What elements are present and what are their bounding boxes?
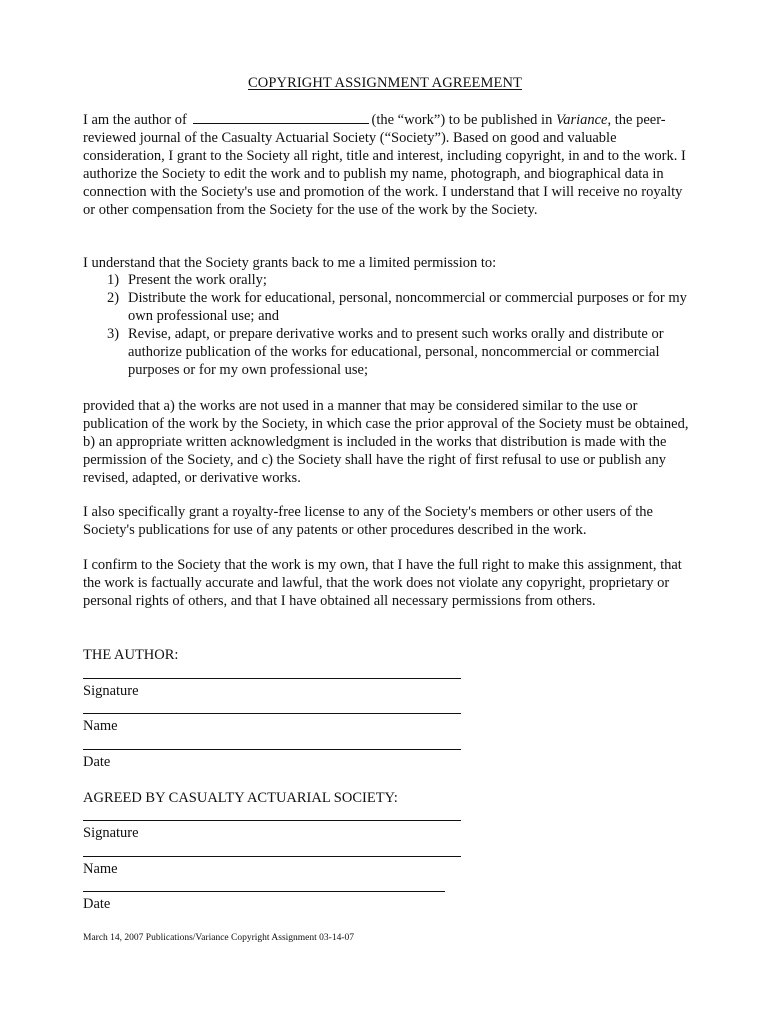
society-date-line[interactable] [83,891,445,892]
society-date-label: Date [83,896,111,912]
permission-item [83,271,695,289]
intro-rest: , the peer-reviewed journal of the Casualty Actuarial Society (“Society”). Based on good and valuable consideration, I grant to the Society all right, title and interest, including copyright, in and to the work. I authorize the Society to edit the work and to publish my name, photograph, and biographical data in connection with the Society's use and promotion of the work. I understand that I will receive no royalty or other compensation from the Society for the use of the work by the Society. [83,112,686,218]
society-name-label: Name [83,861,118,877]
permission-item [83,289,695,325]
author-name-line[interactable] [83,713,461,714]
intro-paragraph [83,111,695,219]
author-date-label: Date [83,754,111,770]
permission-number: 3) [107,326,120,342]
page-footer: March 14, 2007 Publications/Variance Copyright Assignment 03-14-07 [83,933,354,943]
permission-text: Revise, adapt, or prepare derivative works and to present such works orally and distribute or authorize publication of the works for educational, personal, noncommercial or commercial purposes or for my own professional use; [128,326,664,378]
proviso-paragraph: provided that a) the works are not used in a manner that may be considered similar to the use or publication of the work by the Society, in which case the prior approval of the Society must be obtained, b) an appropriate written acknowledgment is included in the works that distribution is made with the permission of the Society, and c) the Society shall have the right of first refusal to use or publish any revised, adapted, or derivative works. [83,398,689,486]
license-paragraph: I also specifically grant a royalty-free license to any of the Society's members or other users of the Society's publications for use of any patents or other procedures described in the work. [83,504,653,538]
page-title [0,75,770,92]
intro-lead: I am the author of [83,112,187,128]
society-signature-label: Signature [83,825,139,841]
confirm-paragraph: I confirm to the Society that the work is my own, that I have the full right to make this assignment, that the work is factually accurate and lawful, that the work does not violate any copyright, proprietary or personal rights of others, and that I have obtained all necessary permissions from others. [83,557,682,609]
permission-text: Distribute the work for educational, personal, noncommercial or commercial purposes or for my own professional use; and [128,290,687,324]
author-signature-line[interactable] [83,678,461,679]
title-text: COPYRIGHT ASSIGNMENT AGREEMENT [248,75,522,91]
author-date-line[interactable] [83,749,461,750]
work-title-blank[interactable] [193,112,369,124]
author-heading: THE AUTHOR: [83,647,179,663]
permission-list [83,271,695,379]
permission-number: 1) [107,272,120,288]
intro-work-clause: (the “work”) to be published in [371,112,553,128]
permission-intro: I understand that the Society grants back to me a limited permission to: [83,255,497,271]
author-name-label: Name [83,718,118,734]
permission-number: 2) [107,290,120,306]
society-signature-line[interactable] [83,820,461,821]
author-signature-label: Signature [83,683,139,699]
society-heading: AGREED BY CASUALTY ACTUARIAL SOCIETY: [83,790,398,806]
journal-name: Variance [555,112,608,128]
society-name-line[interactable] [83,856,461,857]
permission-item [83,325,695,379]
permission-text: Present the work orally; [128,272,267,288]
